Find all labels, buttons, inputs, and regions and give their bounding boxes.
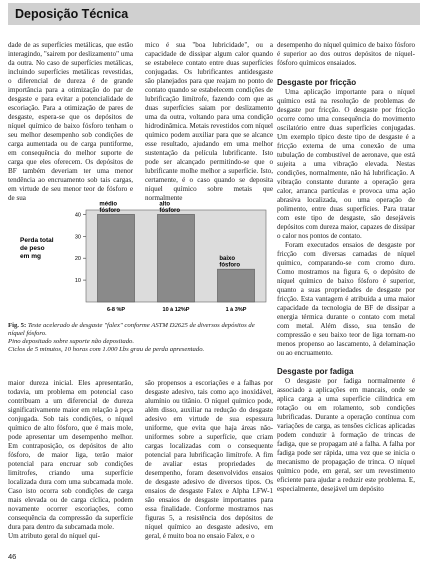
section-heading-fatigue: Desgaste por fadiga <box>277 367 354 376</box>
body-paragraph: mico é sua "boa lubricidade", ou a capacidade de dissipar algum calor quando se estabelece contato entre duas superfícies conjugadas. Os lubrificantes antidesgaste são planejados para que reajam no ponto de contato quando se estabelecem condições de lubrificação limítrofe, fazendo com que as duas superfícies saiam por deslizamento uma da outra, voltando para uma condição hidrodinâmica. Metais revestidos com níquel químico podem auxiliar para que se alcance esse resultado, ajudando em uma melhor sustentação da película lubrificante. Isto pode ser alcançado permitindo-se que o lubrificante molhe melhor a superfície. Isto, certamente, é o caso quando se deposita níquel químico sobre metais que normalmente <box>145 41 273 202</box>
body-paragraph: O desgaste por fadiga normalmente é associado a aplicações em mancais, onde se aplica carga a uma superfície cilíndrica em rotação ou em rolamento, sob condições lubrificadas. Durante a operação contínua com variações de carga, as tensões cíclicas aplicadas podem conduzir à formação de trincas de fadiga, que se propagam até a falha. A falha por fadiga pode ser rápida, uma vez que se inicia o mecanismo de propagação de trinca. O níquel químico pode, em geral, ser um revestimento eficiente para ajudar a reduzir este problema. E, especialmente, desejável um depósito <box>277 377 415 493</box>
body-paragraph: Foram executados ensaios de desgaste por fricção com diversas camadas de níquel químico, comparando-se com cromo duro. Como mostramos na figura 6, o depósito de níquel químico de baixo fósforo é superior, quanto a suas propriedades de desgaste por fricção. Esta vantagem é atribuída a uma maior capacidade da tecnologia de BF de dissipar a energia térmica durante o contato com metal com metal. Além disso, sua tensão de compressão e seu baixo teor de liga tornam-no menos propenso ao lascamento, à delaminação ou ao encruamento. <box>277 241 415 357</box>
body-paragraph: Uma aplicação importante para o níquel químico está na resolução de problemas de desgaste por fricção. O desgaste por fricção ocorre como uma consequência do movimento oscilatório entre duas superfícies conjugadas. Um exemplo típico deste tipo de desgaste é a fricção externa de uma conexão de uma tubulação de combustível de aeronave, que está sujeita a uma vibração elevada. Nestas condições, normalmente, não há lubrificação. A vibração constante durante a operação gera calor, arranca partículas e provoca uma ação abrasiva localizada, ou uma operação de polimento, entre duas superfícies. Para tratar com este tipo de desgaste, são desejáveis depósitos com dureza maior, capazes de dissipar o calor nos pontos de contato. <box>277 88 415 240</box>
x-category-label: 1 à 3%P <box>225 307 247 313</box>
column-2-bottom <box>145 379 273 541</box>
y-tick-label: 10 <box>74 278 81 285</box>
caption-line: Teste acelerado de desgaste "falex" conforme ASTM D2625 de diversos depósitos de níquel fósforo. <box>8 322 255 337</box>
bar-label: alto <box>159 201 171 208</box>
y-axis-label: de peso <box>20 245 45 252</box>
bar-label: fósforo <box>219 262 241 269</box>
bar <box>97 214 134 302</box>
caption-line: Ciclos de 5 minutos, 10 horas com 1.000 Lbs grau de perda apresentado. <box>8 346 205 353</box>
caption-line: Pino depositado sobre suporte não depositado. <box>8 338 135 345</box>
bar-label: baixo <box>219 256 236 263</box>
bar-chart <box>8 190 274 320</box>
bar-label: médio <box>99 201 118 208</box>
y-axis-label: Perda total <box>20 237 54 244</box>
column-1-bottom <box>8 379 133 541</box>
body-paragraph: dade de as superfícies metálicas, que estão interagindo, "sairem por deslizamento" uma da outra. No caso de superfícies metálicas, incluindo superfícies metálicas revestidas, o diferencial de dureza é de grande importância para a otimização do par de desgaste e para evitar a potencialidade de escoriação. Para a otimização de pares de desgaste, espera-se que os depósitos de níquel químico de baixo fósforo tenham o seu melhor desempenho sob condições de carga aumentada ou de carga puntiforme, em consequência do melhor suporte de carga que eles oferecem. Os depósitos de BF também deveriam ter uma menor tendência ao encruamento sob tais cargas, em virtude de seu menor teor de fósforo e de sua <box>8 41 133 202</box>
column-3 <box>277 41 415 494</box>
y-tick-label: 20 <box>74 256 81 263</box>
x-category-label: 10 à 12%P <box>162 307 190 313</box>
bar-label: fósforo <box>159 207 181 214</box>
caption-label: Fig. 5: <box>8 322 27 329</box>
section-heading-friction: Desgaste por fricção <box>277 78 357 87</box>
column-1-top <box>8 41 133 203</box>
body-paragraph: desempenho do níquel químico de baixo fósforo é superior ao dos outros depósitos de níquel-fósforo químicos ensaiados. <box>277 41 415 67</box>
body-paragraph: são propensos a escoriações e a falhas por desgaste adesivo, tais como aço inoxidável, alumínio ou titânio. O níquel químico pode, além disso, auxiliar na redução do desgaste adesivo em virtude de sua espessura uniforme, que evita que haja áreas não-uniformes sobre a superfície, que criam cargas localizadas com o consequente potencial para lubrificação limítrofe. A fim de avaliar estas propriedades de desempenho, foram desenvolvidos ensaios de desgaste adesivo de diversos tipos. Os ensaios de desgaste Falex e Alpha LFW-1 são ensaios de desgaste importantes para essa finalidade. Conforme mostramos nas figuras 5, a resistência dos depósitos de níquel químico ao desgaste adesivo, em geral, é muito boa no ensaio Falex, e o <box>145 379 273 540</box>
column-2-top <box>145 41 273 203</box>
section-title: Deposição Técnica <box>15 7 129 21</box>
bar <box>217 269 254 302</box>
x-category-label: 6-8 %P <box>106 307 126 313</box>
y-tick-label: 40 <box>74 212 81 219</box>
body-paragraph: maior dureza inicial. Eles apresentarão, todavia, um problema em potencial caso contribuam a um diferencial de dureza significativamente maior em relação à peça conjugada. Sob tais condições, o níquel químico de alto fósforo, que é mais mole, pode apresentar um desempenho melhor. Em contraposição, os depósitos de alto fósforo, de maior liga, terão maior potencial para encruar sob condições limítrofes, criando uma superfície localizada dura com uma subcamada mole. Caso isto ocorra sob condições de carga mais elevada ou de carga cíclica, podem novamente ocorrer escoriações, como consequência da compressão da superfície dura para dentro da subcamada mole. Um atributo geral do níquel quí- <box>8 379 133 540</box>
y-tick-label: 30 <box>74 234 81 241</box>
page-number: 46 <box>8 552 17 561</box>
bar <box>157 214 194 302</box>
bar-label: fósforo <box>99 207 121 214</box>
page-header-bar <box>8 3 420 25</box>
figure-5-chart <box>8 190 274 320</box>
figure-caption <box>8 322 273 354</box>
y-axis-label: em mg <box>20 253 41 260</box>
